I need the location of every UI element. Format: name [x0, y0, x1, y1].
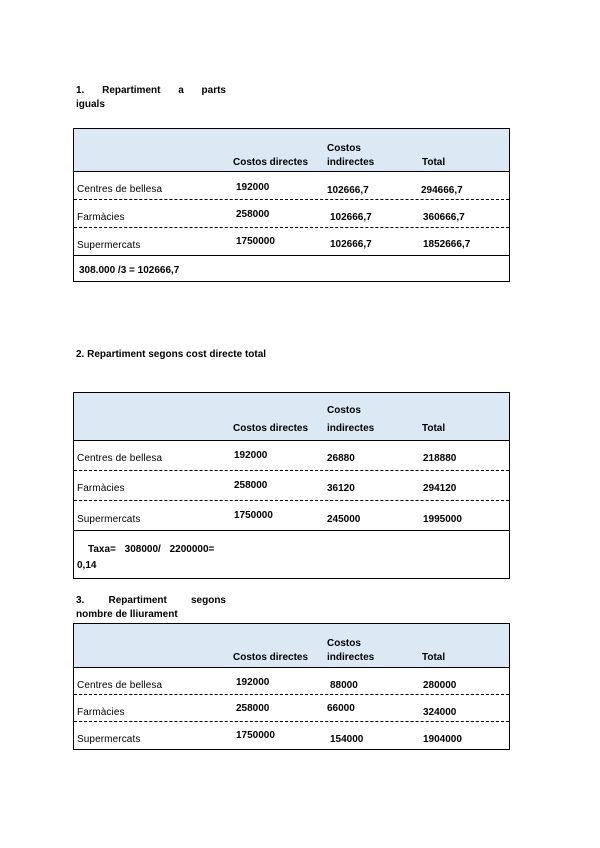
row-label: Farmàcies	[77, 707, 125, 718]
row-label: Centres de bellesa	[77, 680, 163, 691]
cell-indirect: 102666,7	[330, 212, 372, 223]
cell-total: 294666,7	[421, 185, 463, 196]
section3-heading-line2: nombre de lliurament	[76, 609, 178, 620]
table-row	[74, 172, 509, 200]
col-indirect-header-line2: indirectes	[327, 423, 375, 434]
row-label: Centres de bellesa	[77, 184, 163, 195]
col-indirect-header-line2: indirectes	[327, 157, 375, 168]
cell-indirect: 154000	[330, 734, 364, 745]
cell-direct: 258000	[236, 209, 270, 220]
section2-note-row	[74, 531, 509, 578]
section1-heading-line1: 1. Repartiment a parts	[76, 85, 226, 96]
cell-direct: 258000	[234, 480, 268, 491]
table-row	[74, 501, 509, 531]
table-row	[74, 668, 509, 695]
cell-total: 360666,7	[423, 212, 465, 223]
cell-total: 1904000	[423, 734, 462, 745]
table-row	[74, 200, 509, 228]
row-label: Farmàcies	[77, 212, 125, 223]
cell-indirect: 66000	[327, 703, 355, 714]
section1-table	[73, 128, 510, 282]
section2-note-line2: 0,14	[77, 560, 97, 571]
row-label: Supermercats	[77, 514, 141, 525]
cell-direct: 192000	[234, 450, 268, 461]
row-label: Supermercats	[77, 734, 141, 745]
cell-indirect: 26880	[327, 453, 355, 464]
row-label: Centres de bellesa	[77, 453, 163, 464]
col-total-header: Total	[422, 652, 446, 663]
cell-indirect: 36120	[327, 483, 355, 494]
cell-total: 280000	[423, 680, 457, 691]
cell-direct: 1750000	[234, 510, 273, 521]
table-row	[74, 471, 509, 501]
cell-direct: 1750000	[236, 236, 275, 247]
row-label: Farmàcies	[77, 483, 125, 494]
section1-table-header	[74, 129, 509, 172]
col-indirect-header-line1: Costos	[327, 638, 361, 649]
cell-indirect: 88000	[330, 680, 358, 691]
section3-table-header	[74, 624, 509, 668]
cell-total: 294120	[423, 483, 457, 494]
cell-direct: 258000	[236, 703, 270, 714]
cell-direct: 192000	[236, 677, 270, 688]
col-total-header: Total	[422, 423, 446, 434]
cell-total: 324000	[423, 707, 457, 718]
section1-note-row	[74, 256, 509, 281]
col-indirect-header-line1: Costos	[327, 143, 361, 154]
section1-heading	[76, 84, 226, 112]
cell-indirect: 102666,7	[327, 185, 369, 196]
cell-total: 1852666,7	[423, 239, 471, 250]
col-indirect-header-line2: indirectes	[327, 652, 375, 663]
table-row	[74, 695, 509, 722]
section3-table	[73, 623, 510, 750]
section2-note-line1: Taxa= 308000/ 2200000=	[88, 544, 215, 555]
table-row	[74, 228, 509, 256]
col-indirect-header-line1: Costos	[327, 405, 361, 416]
section3-heading	[76, 594, 226, 622]
col-direct-header: Costos directes	[233, 652, 309, 663]
col-direct-header: Costos directes	[233, 423, 309, 434]
section1-heading-line2: iguals	[76, 99, 105, 110]
section2-table	[73, 392, 510, 579]
cell-indirect: 102666,7	[330, 239, 372, 250]
section2-heading: 2. Repartiment segons cost directe total	[76, 349, 267, 360]
cell-total: 218880	[423, 453, 457, 464]
cell-total: 1995000	[423, 514, 462, 525]
section2-table-header	[74, 393, 509, 441]
section3-heading-line1: 3. Repartiment segons	[76, 595, 226, 606]
cell-indirect: 245000	[327, 514, 361, 525]
col-direct-header: Costos directes	[233, 157, 309, 168]
row-label: Supermercats	[77, 240, 141, 251]
table-row	[74, 441, 509, 471]
cell-direct: 192000	[236, 182, 270, 193]
table-row	[74, 722, 509, 749]
col-total-header: Total	[422, 157, 446, 168]
cell-direct: 1750000	[236, 730, 275, 741]
section1-note: 308.000 /3 = 102666,7	[79, 265, 180, 276]
